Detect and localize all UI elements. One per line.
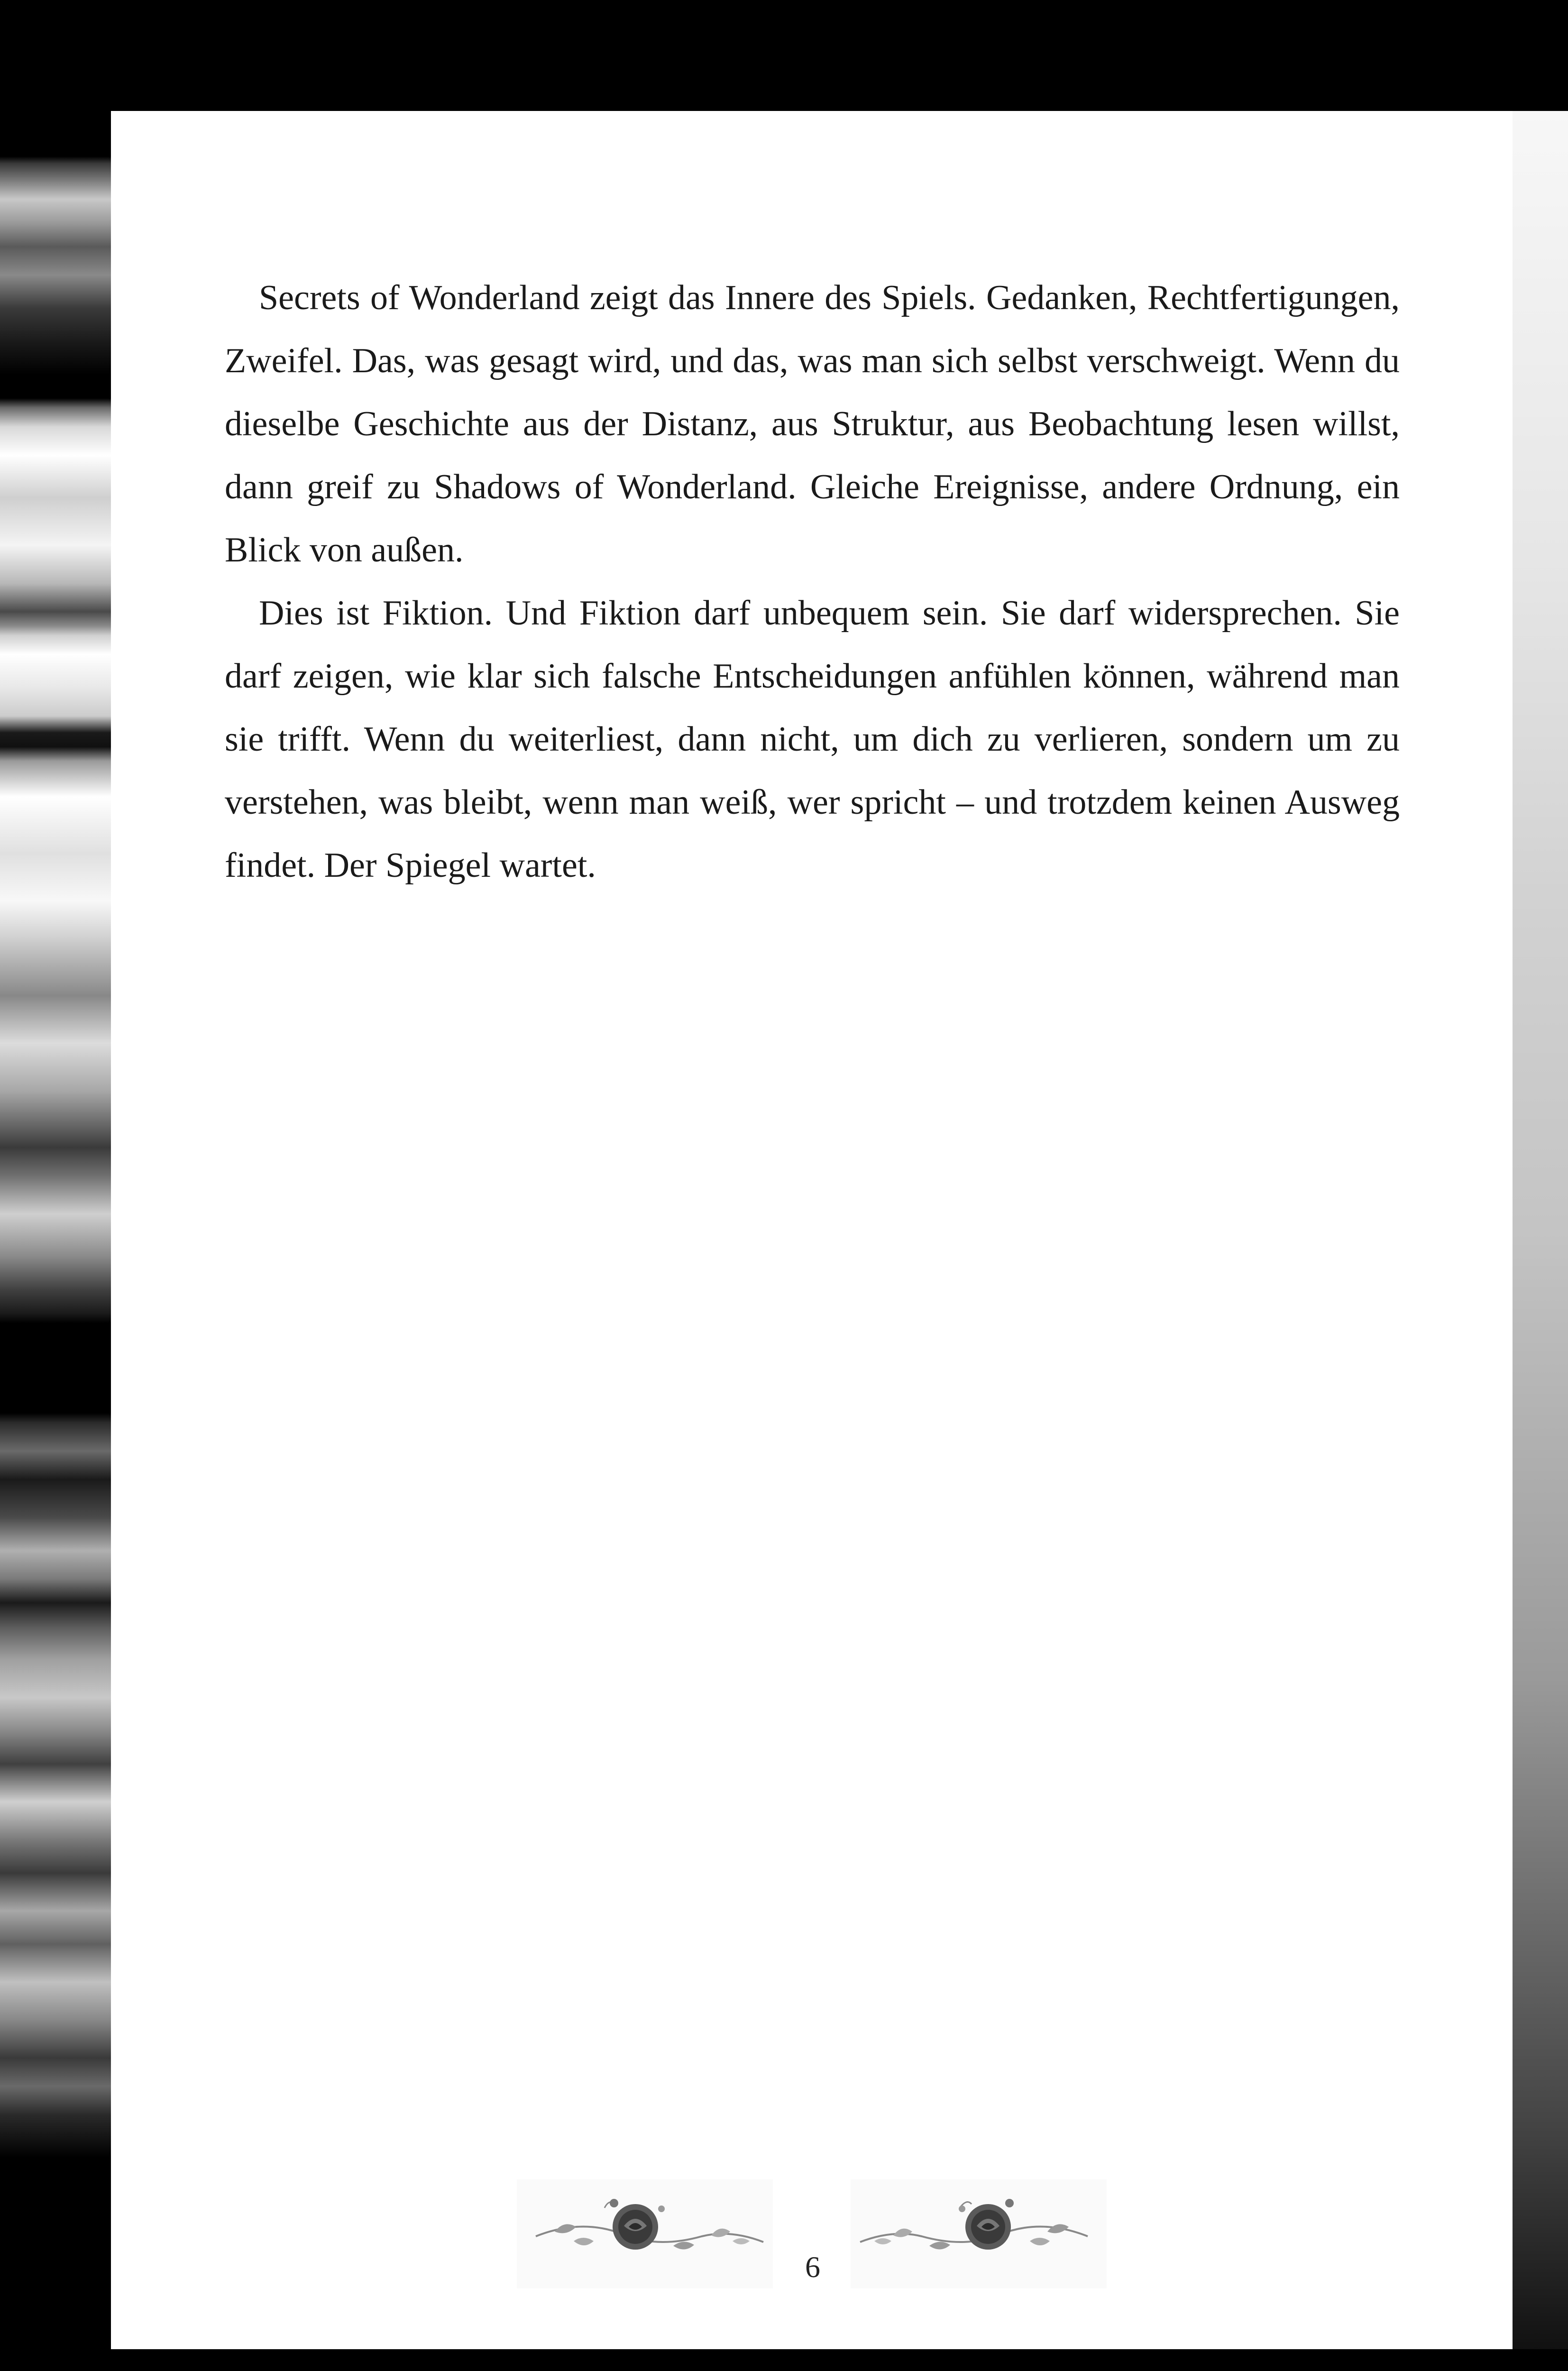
paragraph-1: Secrets of Wonderland zeigt das Innere des Spiels. Gedanken, Rechtfertigungen, Zweifel. Das, was gesagt wird, und das, was man sich selbst verschweigt. Wenn du dieselbe Geschichte aus der Distanz, aus Struktur, aus Beobachtung lesen willst, dann greif zu Shadows of Wonderland. Gleiche Ereignisse, andere Ordnung, ein Blick von außen. [225, 278, 1400, 570]
body-text [225, 267, 1400, 897]
rose-vine-icon [517, 2179, 773, 2288]
page-number: 6 [805, 2250, 820, 2284]
book-page [111, 111, 1513, 2349]
right-page-edge [1513, 111, 1568, 2349]
left-blurred-edge [0, 0, 111, 2371]
rose-vine-icon [851, 2179, 1107, 2288]
paragraph-2: Dies ist Fiktion. Und Fiktion darf unbequem sein. Sie darf widersprechen. Sie darf zeigen, wie klar sich falsche Entscheidungen anfühlen können, während man sie trifft. Wenn du weiterliest, dann nicht, um dich zu verlieren, sondern um zu verstehen, was bleibt, wenn man weiß, wer spricht – und trotzdem keinen Ausweg findet. Der Spiegel wartet. [225, 594, 1400, 885]
